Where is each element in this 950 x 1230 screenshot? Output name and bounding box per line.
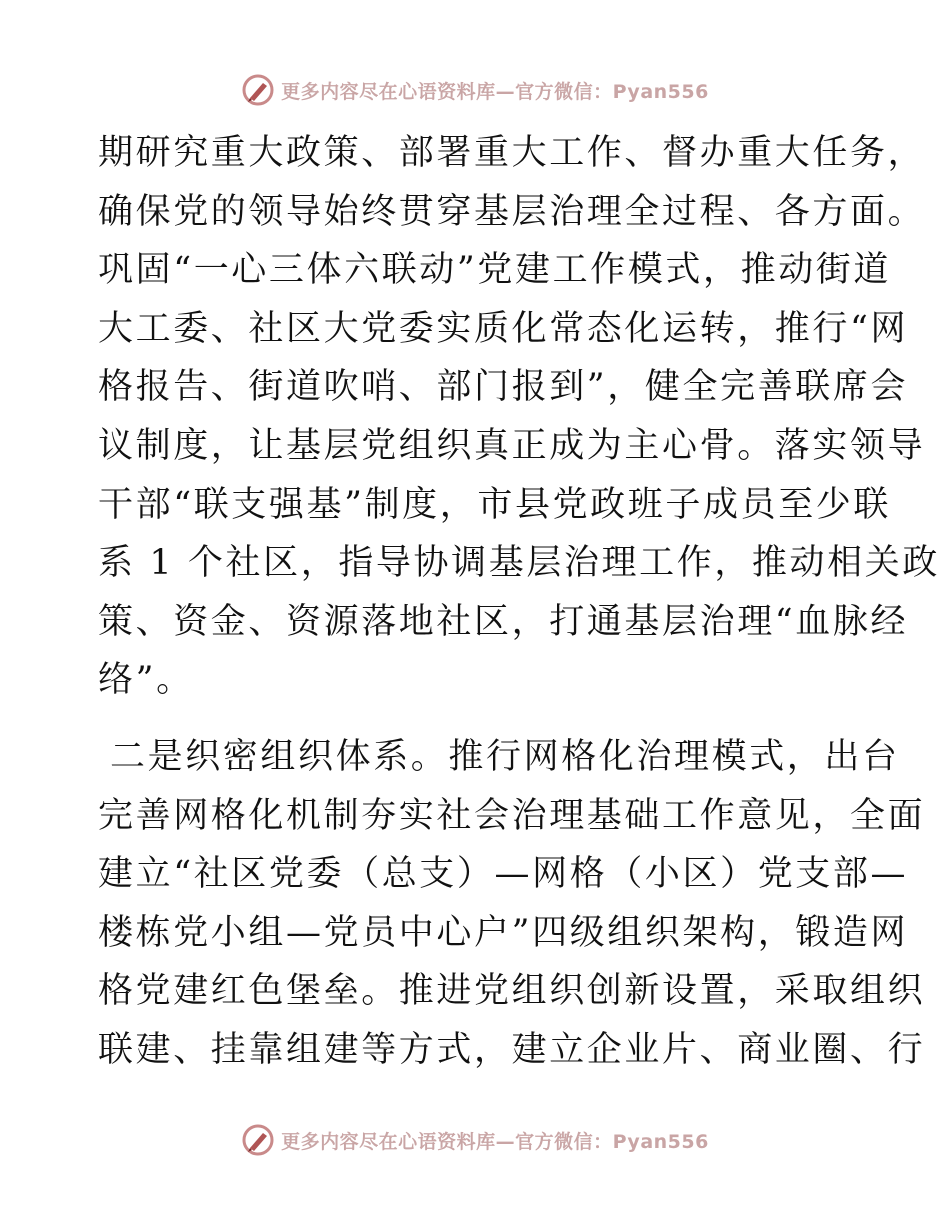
- text-line: 大工委、社区大党委实质化常态化运转，推行“网: [98, 308, 909, 349]
- pen-logo-icon: [241, 1123, 275, 1157]
- text-line: 确保党的领导始终贯穿基层治理全过程、各方面。: [98, 191, 926, 232]
- text-line: 干部“联支强基”制度，市县党政班子成员至少联: [98, 484, 891, 525]
- paragraph-2: [98, 728, 926, 1080]
- paragraph-1: [98, 124, 940, 710]
- text-line: 策、资金、资源落地社区，打通基层治理“血脉经: [98, 601, 909, 642]
- text-line: 完善网格化机制夯实社会治理基础工作意见，全面: [98, 795, 926, 836]
- text-line: 期研究重大政策、部署重大工作、督办重大任务，: [98, 133, 926, 173]
- text-line: 二是织密组织体系。推行网格化治理模式，出台: [110, 736, 900, 777]
- text-line: 系 1 个社区，指导协调基层治理工作，推动相关政: [98, 543, 940, 584]
- footer-watermark: [0, 1120, 950, 1160]
- text-line: 巩固“一心三体六联动”党建工作模式，推动街道: [98, 250, 891, 291]
- text-line: 络”。: [98, 660, 194, 701]
- text-line: 楼栋党小组—党员中心户”四级组织架构，锻造网: [98, 912, 909, 953]
- text-line: 格报告、街道吹哨、部门报到”，健全完善联席会: [98, 367, 909, 408]
- document-body: [98, 124, 940, 1080]
- text-line: 格党建红色堡垒。推进党组织创新设置，采取组织: [98, 971, 926, 1012]
- pen-logo-icon: [241, 73, 275, 107]
- text-line: 建立“社区党委（总支）—网格（小区）党支部—: [98, 854, 909, 895]
- watermark-text: 更多内容尽在心语资料库—官方微信：Pyan556: [281, 80, 709, 103]
- text-line: 议制度，让基层党组织真正成为主心骨。落实领导: [98, 425, 926, 466]
- watermark-text: 更多内容尽在心语资料库—官方微信：Pyan556: [281, 1130, 709, 1153]
- text-line: 联建、挂靠组建等方式，建立企业片、商业圈、行: [98, 1029, 926, 1070]
- header-watermark: [0, 70, 950, 110]
